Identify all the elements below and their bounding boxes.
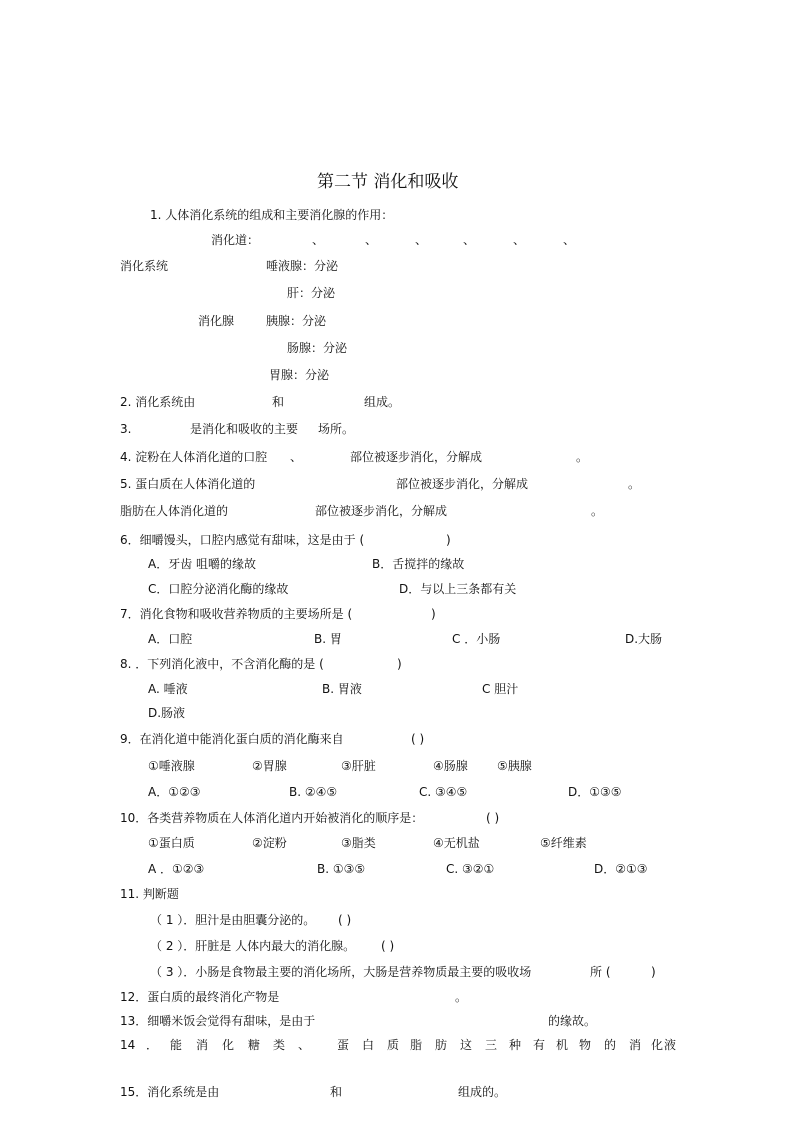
q7-stem: 7．消化食物和吸收营养物质的主要场所是 ( <box>120 607 353 621</box>
q14-char: 肪 <box>435 1038 448 1052</box>
q7-close: ) <box>431 607 436 621</box>
q11-paren-2: ( ) <box>381 939 395 953</box>
q11-statement-3: （ 3 ）．小肠是食物最主要的消化场所，大肠是营养物质最主要的吸收场 <box>150 965 532 979</box>
q6-option-d: D．与以上三条都有关 <box>399 582 517 596</box>
q1-pancreas: 胰腺：分泌 <box>266 314 327 328</box>
q9-item-2: ②胃腺 <box>252 759 287 773</box>
q13-a: 13．细嚼米饭会觉得有甜味，是由于 <box>120 1014 316 1028</box>
q10-item-4: ④无机盐 <box>433 836 480 850</box>
q10-option-c: C. ③②① <box>446 862 495 876</box>
q14-char: 种 <box>509 1038 522 1052</box>
q5b-c: 。 <box>591 504 604 518</box>
q1-saliva: 唾液腺：分泌 <box>266 259 339 273</box>
q1-tract-label: 消化道： <box>211 233 260 247</box>
q14-char: 的 <box>604 1038 617 1052</box>
q15-c: 组成的。 <box>458 1085 507 1099</box>
q12-a: 12．蛋白质的最终消化产物是 <box>120 990 280 1004</box>
q5b-b: 部位被逐步消化，分解成 <box>315 504 448 518</box>
q5-c: 。 <box>628 477 641 491</box>
q11-paren-3-close: ) <box>651 965 656 979</box>
q14-char: 液 <box>664 1038 677 1052</box>
q14-char: 质 <box>387 1038 400 1052</box>
q9-option-d: D．①③⑤ <box>568 785 622 799</box>
q14-line <box>120 1038 676 1052</box>
q14-char: ． <box>146 1038 159 1052</box>
q14-char: 白 <box>362 1038 375 1052</box>
q9-option-a: A．①②③ <box>148 785 201 799</box>
q7-option-c: C ．小肠 <box>452 632 501 646</box>
q3-a: 3. <box>120 422 132 436</box>
q9-item-1: ①唾液腺 <box>148 759 195 773</box>
q7-option-a: A．口腔 <box>148 632 193 646</box>
q1-glands-label: 消化腺 <box>198 314 235 328</box>
q9-option-b: B. ②④⑤ <box>289 785 338 799</box>
q1-tract-sep-6: 、 <box>563 233 576 247</box>
q14-char: 物 <box>579 1038 592 1052</box>
q12-b: 。 <box>455 990 468 1004</box>
q14-char: 脂 <box>410 1038 423 1052</box>
q14-char: 14 <box>120 1038 136 1052</box>
q5-b: 部位被逐步消化，分解成 <box>396 477 529 491</box>
q14-char: 有 <box>533 1038 546 1052</box>
q8-option-b: B. 胃液 <box>322 682 362 696</box>
q14-char: 机 <box>556 1038 569 1052</box>
q9-item-4: ④肠腺 <box>433 759 468 773</box>
q14-char: 类 <box>273 1038 286 1052</box>
q14-char: 化 <box>651 1038 664 1052</box>
q9-option-c: C. ③④⑤ <box>419 785 468 799</box>
q4-d: 。 <box>576 450 589 464</box>
q10-option-b: B. ①③⑤ <box>317 862 366 876</box>
q10-stem: 10．各类营养物质在人体消化道内开始被消化的顺序是： <box>120 811 424 825</box>
q14-char: 消 <box>629 1038 642 1052</box>
q10-option-a: A ．①②③ <box>148 862 205 876</box>
q11-paren-1: ( ) <box>338 913 352 927</box>
q14-char: 化 <box>222 1038 235 1052</box>
q15-b: 和 <box>330 1085 343 1099</box>
q14-char: 、 <box>298 1038 311 1052</box>
q8-option-c: C 胆汁 <box>482 682 519 696</box>
q10-item-1: ①蛋白质 <box>148 836 195 850</box>
page-title: 第二节 消化和吸收 <box>317 172 459 192</box>
q1-tract-sep-5: 、 <box>513 233 526 247</box>
q4-c: 部位被逐步消化，分解成 <box>350 450 483 464</box>
q11-statement-2: （ 2 ）．肝脏是 人体内最大的消化腺。 <box>150 939 356 953</box>
q14-char: 糖 <box>248 1038 261 1052</box>
q2-b: 和 <box>272 395 285 409</box>
q6-stem: 6．细嚼馒头，口腔内感觉有甜味，这是由于 ( <box>120 533 365 547</box>
q11-stem: 11. 判断题 <box>120 887 179 901</box>
q4-b: 、 <box>290 450 303 464</box>
q1-tract-sep-3: 、 <box>415 233 428 247</box>
q2-a: 2. 消化系统由 <box>120 395 196 409</box>
q14-char: 能 <box>170 1038 183 1052</box>
q5-a: 5. 蛋白质在人体消化道的 <box>120 477 256 491</box>
q8-close: ) <box>397 657 402 671</box>
q14-char: 三 <box>485 1038 498 1052</box>
q3-c: 场所。 <box>318 422 355 436</box>
q7-option-d: D.大肠 <box>625 632 663 646</box>
q6-close: ) <box>446 533 451 547</box>
q1-tract-sep-2: 、 <box>365 233 378 247</box>
q15-a: 15．消化系统是由 <box>120 1085 220 1099</box>
q6-option-a: A．牙齿 咀嚼的缘故 <box>148 557 257 571</box>
q10-paren: ( ) <box>486 811 500 825</box>
q1-liver: 肝：分泌 <box>287 286 336 300</box>
q1-stem: 1. 人体消化系统的组成和主要消化腺的作用： <box>150 208 394 222</box>
q6-option-c: C．口腔分泌消化酶的缘故 <box>148 582 289 596</box>
q1-tract-sep-1: 、 <box>312 233 325 247</box>
q8-stem: 8. ．下列消化液中，不含消化酶的是 ( <box>120 657 324 671</box>
q10-item-5: ⑤纤维素 <box>540 836 587 850</box>
q10-item-3: ③脂类 <box>341 836 376 850</box>
q9-item-3: ③肝脏 <box>341 759 376 773</box>
q10-item-2: ②淀粉 <box>252 836 287 850</box>
q9-paren: ( ) <box>411 732 425 746</box>
q6-option-b: B．舌搅拌的缘故 <box>372 557 465 571</box>
q2-c: 组成。 <box>364 395 401 409</box>
q14-char: 这 <box>460 1038 473 1052</box>
q3-b: 是消化和吸收的主要 <box>190 422 299 436</box>
q11-statement-1: （ 1 ）．胆汁是由胆囊分泌的。 <box>150 913 316 927</box>
q1-system-label: 消化系统 <box>120 259 169 273</box>
q1-intestine: 肠腺：分泌 <box>287 341 348 355</box>
q8-option-d: D.肠液 <box>148 706 186 720</box>
q1-tract-sep-4: 、 <box>463 233 476 247</box>
q4-a: 4. 淀粉在人体消化道的口腔 <box>120 450 268 464</box>
q1-stomach: 胃腺：分泌 <box>269 368 330 382</box>
q10-option-d: D．②①③ <box>594 862 648 876</box>
q13-b: 的缘故。 <box>548 1014 597 1028</box>
q7-option-b: B. 胃 <box>314 632 342 646</box>
q9-stem: 9．在消化道中能消化蛋白质的消化酶来自 <box>120 732 344 746</box>
q14-char: 消 <box>196 1038 209 1052</box>
q9-item-5: ⑤胰腺 <box>497 759 532 773</box>
q8-option-a: A. 唾液 <box>148 682 188 696</box>
q14-char: 蛋 <box>337 1038 350 1052</box>
q11-statement-3-tail: 所 ( <box>590 965 611 979</box>
q5b-a: 脂肪在人体消化道的 <box>120 504 229 518</box>
